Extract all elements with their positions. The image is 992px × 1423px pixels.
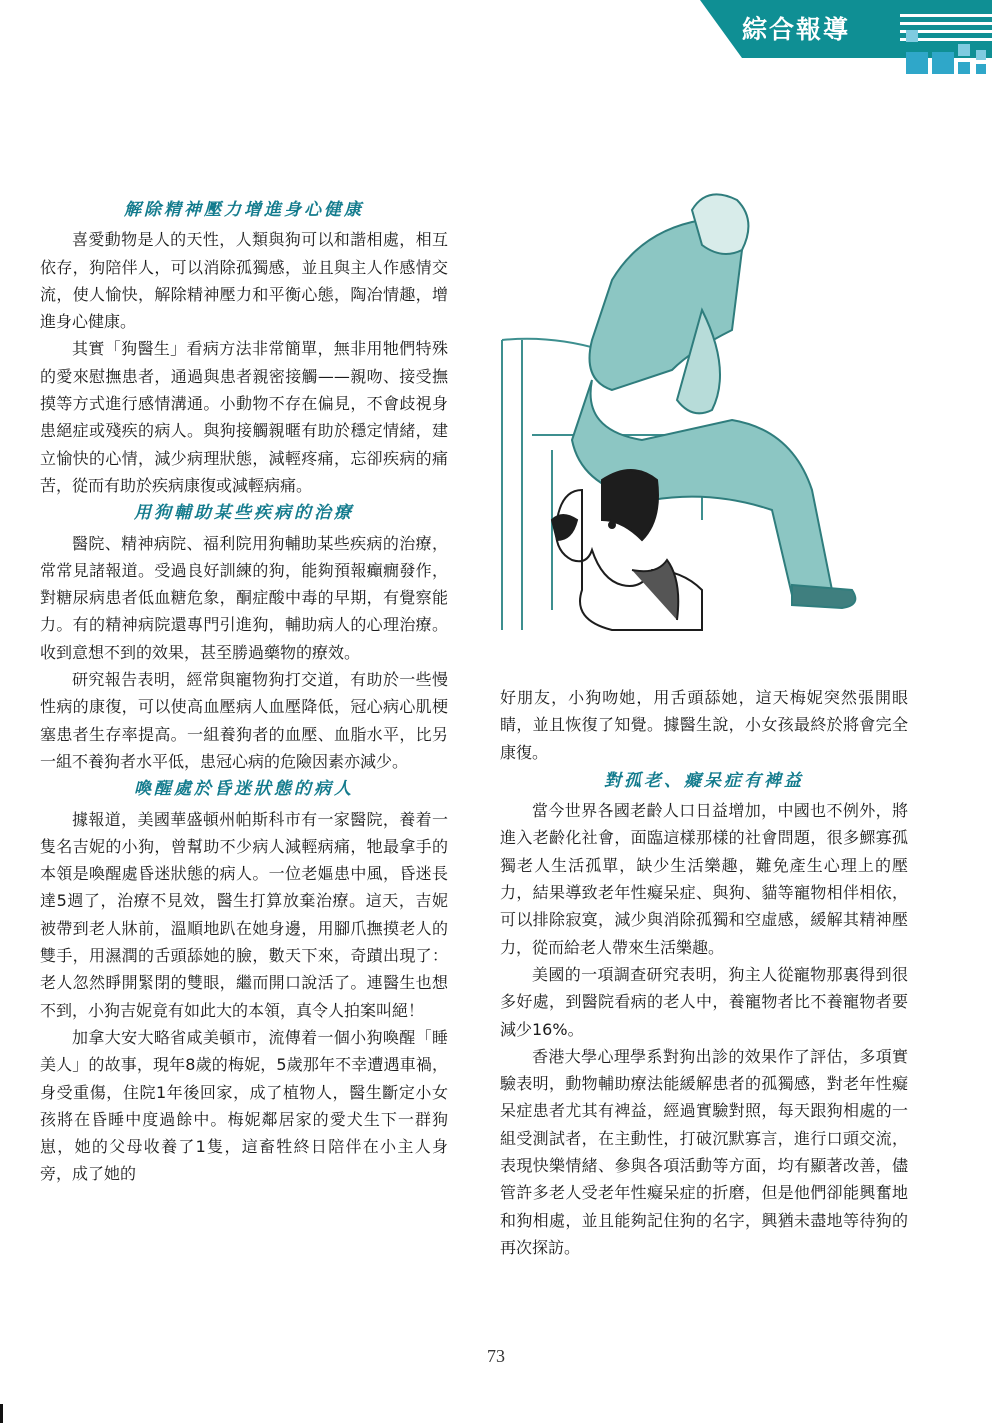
paragraph: 喜愛動物是人的天性，人類與狗可以和諧相處，相互依存，狗陪伴人，可以消除孤獨感，並且與主人作感情交流，使人愉快，解除精神壓力和平衡心態，陶冶情趣，增進身心健康。 bbox=[40, 230, 448, 332]
section-heading: 用狗輔助某些疾病的治療 bbox=[134, 503, 354, 524]
man-figure bbox=[572, 194, 855, 608]
section-heading: 解除精神壓力增進身心健康 bbox=[124, 200, 364, 220]
page-number: 73 bbox=[487, 1346, 505, 1366]
paragraph: 醫院、精神病院、福利院用狗輔助某些疾病的治療，常常見諸報道。受過良好訓練的狗，能夠預報癲癇發作，對糖尿病患者低血糖危象，酮症酸中毒的早期，有覺察能力。有的精神病院還專門引進狗，輔助病人的心理治療。收到意想不到的效果，甚至勝過藥物的療效。 bbox=[40, 533, 448, 662]
paragraph: 香港大學心理學系對狗出診的效果作了評估，多項實驗表明，動物輔助療法能緩解患者的孤獨感，對老年性癡呆症患者尤其有裨益，經過實驗對照，每天跟狗相處的一組受測試者，在主動性，打破沉默寡言，進行口頭交流，表現快樂情緒、參與各項活動等方面，均有顯著改善，儘管許多老人受老年性癡呆症的折磨，但是他們卻能興奮地和狗相處，並且能夠記住狗的名字，興猶未盡地等待狗的再次探訪。 bbox=[500, 1046, 908, 1257]
paragraph: 研究報告表明，經常與寵物狗打交道，有助於一些慢性病的康復，可以使高血壓病人血壓降低，冠心病心肌梗塞患者生存率提高。一組養狗者的血壓、血脂水平，比另一組不養狗者水平低，患冠心病的危險因素亦減少。 bbox=[40, 670, 448, 771]
right-column bbox=[500, 684, 908, 1261]
paragraph: 據報道，美國華盛頓州帕斯科市有一家醫院，養着一隻名吉妮的小狗，曾幫助不少病人減輕病痛，牠最拿手的本領是喚醒處昏迷狀態的病人。一位老嫗患中風，昏迷長達5週了，治療不見效，醫生打算放棄治療。這天，吉妮被帶到老人牀前，溫順地趴在她身邊，用腳爪撫摸老人的雙手，用濕潤的舌頭舔她的臉，數天下來，奇蹟出現了：老人忽然睜開緊閉的雙眼，繼而開口說活了。連醫生也想不到，小狗吉妮竟有如此大的本領，真令人拍案叫絕！ bbox=[40, 809, 448, 1020]
section-title: 綜合報導 bbox=[742, 15, 851, 44]
section-heading: 喚醒處於昏迷狀態的病人 bbox=[134, 779, 354, 800]
paragraph: 加拿大安大略省咸美頓市，流傳着一個小狗喚醒「睡美人」的故事，現年8歲的梅妮，5歲那年不幸遭遇車禍，身受重傷，住院1年後回家，成了植物人，醫生斷定小女孩將在昏睡中度過餘中。梅妮鄰居家的愛犬生下一群狗崽，她的父母收養了1隻，這畜牲終日陪伴在小主人身旁，成了她的 bbox=[40, 1027, 448, 1184]
paragraph: 好朋友，小狗吻她，用舌頭舔她，這天梅妮突然張開眼睛，並且恢復了知覺。據醫生說，小女孩最終於將會完全康復。 bbox=[500, 688, 908, 762]
left-column bbox=[40, 196, 448, 1188]
paragraph: 其實「狗醫生」看病方法非常簡單，無非用牠們特殊的愛來慰撫患者，通過與患者親密接觸——親吻、接受撫摸等方式進行感情溝通。小動物不存在偏見，不會歧視身患絕症或殘疾的病人。與狗接觸親暱有助於穩定情緒，建立愉快的心情，減少病理狀態，減輕疼痛，忘卻疾病的痛苦，從而有助於疾病康復或減輕病痛。 bbox=[40, 339, 448, 495]
man-with-dog-illustration bbox=[492, 190, 892, 660]
section-heading: 對孤老、癡呆症有裨益 bbox=[604, 770, 804, 791]
paragraph: 美國的一項調查研究表明，狗主人從寵物那裏得到很多好處，到醫院看病的老人中，養寵物者比不養寵物者要減少16%。 bbox=[500, 964, 908, 1039]
scan-mark bbox=[0, 1404, 3, 1423]
paragraph: 當今世界各國老齡人口日益增加，中國也不例外，將進入老齡化社會，面臨這樣那樣的社會問題，很多鰥寡孤獨老人生活孤單，缺少生活樂趣，難免產生心理上的壓力，結果導致老年性癡呆症、與狗、貓等寵物相伴相依，可以排除寂寞，減少與消除孤獨和空虛感，緩解其精神壓力，從而給老人帶來生活樂趣。 bbox=[500, 801, 908, 957]
